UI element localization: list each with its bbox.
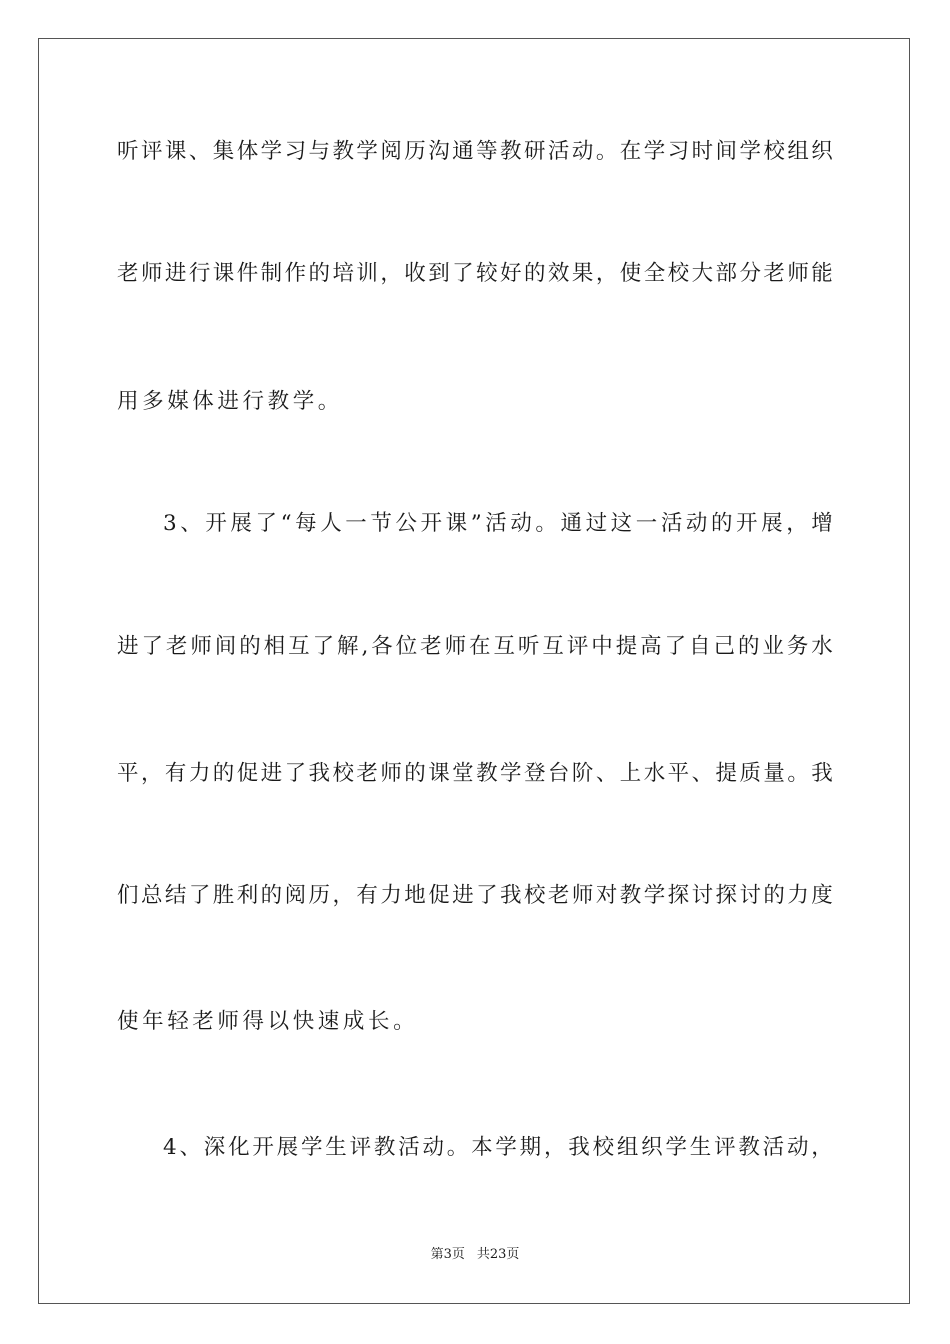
text-line-8: 使年轻老师得以快速成长。 [117, 1009, 419, 1034]
page-frame [38, 38, 910, 1304]
page-number: 第3页 [430, 1247, 465, 1262]
page-total: 共23页 [476, 1247, 520, 1262]
text-line-6: 平，有力的促进了我校老师的课堂教学登台阶、上水平、提质量。我 [117, 761, 833, 786]
text-line-5: 进了老师间的相互了解,各位老师在互听互评中提高了自己的业务水 [117, 634, 833, 659]
text-line-1: 听评课、集体学习与教学阅历沟通等教研活动。在学习时间学校组织 [117, 139, 833, 164]
text-line-2: 老师进行课件制作的培训，收到了较好的效果，使全校大部分老师能 [117, 261, 833, 286]
text-line-7: 们总结了胜利的阅历，有力地促进了我校老师对教学探讨探讨的力度 [117, 883, 833, 908]
page-footer [0, 1246, 950, 1264]
text-line-4: 3、开展了“每人一节公开课”活动。通过这一活动的开展，增 [163, 511, 833, 536]
text-line-9: 4、深化开展学生评教活动。本学期，我校组织学生评教活动， [163, 1135, 833, 1160]
text-line-3: 用多媒体进行教学。 [117, 389, 343, 414]
